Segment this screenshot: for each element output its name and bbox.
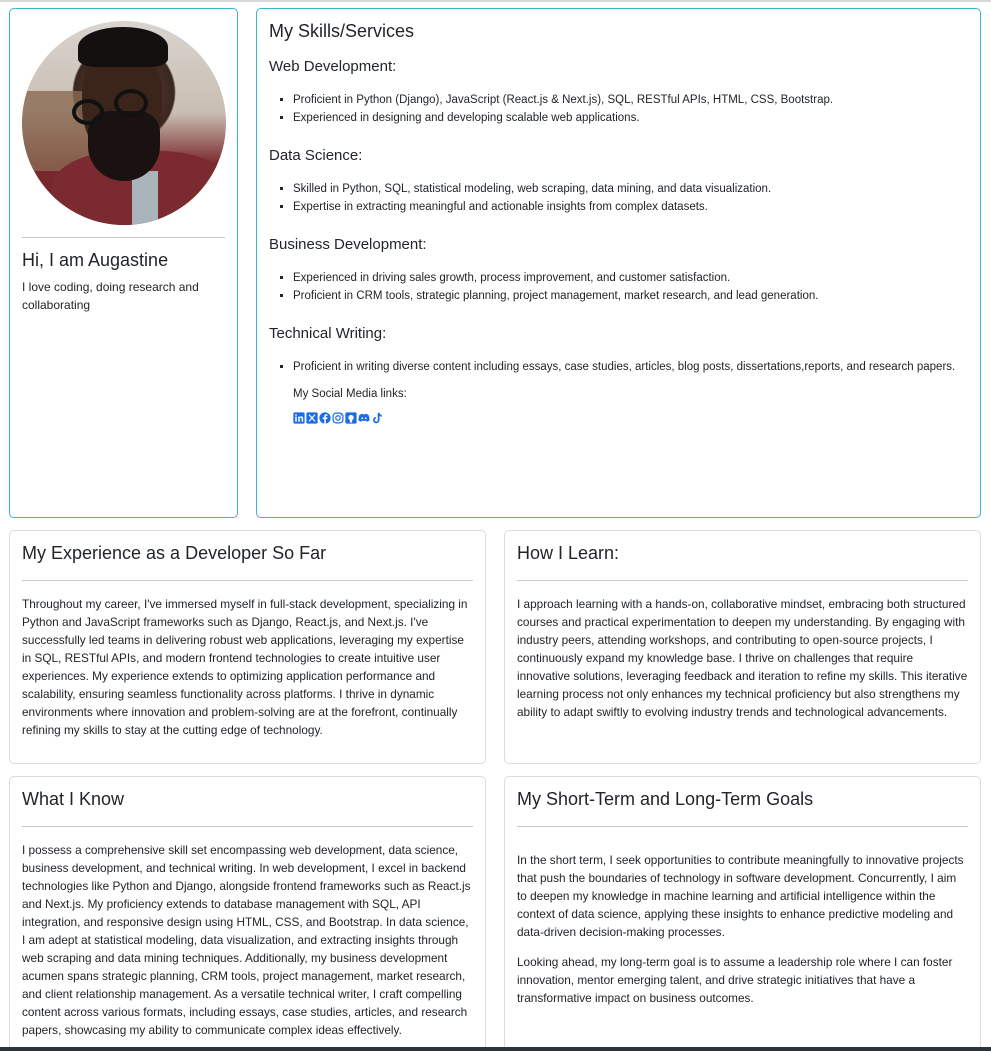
social-label: My Social Media links: [293, 388, 407, 400]
instagram-icon[interactable] [332, 412, 344, 424]
experience-body: Throughout my career, I've immersed myself in full-stack development, specializing in Python and JavaScript frameworks such as Django, React.js, and Next.js. I've successfully led teams in delivering robust web applications, leveraging my expertise in SQL, RESTful APIs, and modern frontend technologies to create intuitive user experiences. My experience extends to optimizing application performance and scalability, ensuring seamless functionality across platforms. I thrive in dynamic environments where innovation and problem-solving are at the forefront, continually refining my skills to stay at the cutting edge of technology. [22, 597, 468, 737]
list-item: ▪ Proficient in Python (Django), JavaScript (React.js & Next.js), SQL, RESTful APIs, HTML, CSS, Bootstrap. [293, 91, 968, 109]
skill-heading-data-science: Data Science: [269, 147, 363, 164]
profile-divider [22, 237, 225, 238]
skill-heading-writing: Technical Writing: [269, 325, 387, 342]
know-divider [22, 826, 473, 827]
profile-name: Hi, I am Augastine [22, 250, 169, 270]
skill-list-web [269, 91, 968, 127]
x-twitter-icon[interactable] [306, 412, 318, 424]
discord-icon[interactable] [358, 412, 370, 424]
top-divider [0, 0, 991, 2]
experience-card [9, 530, 486, 764]
profile-card [9, 8, 238, 518]
facebook-icon[interactable] [319, 412, 331, 424]
avatar [22, 21, 226, 225]
learn-body: I approach learning with a hands-on, collaborative mindset, embracing both structured courses and practical experimentation to deepen my understanding. By engaging with industry peers, attending workshops, and contributing to open-source projects, I continuously expand my knowledge base. I thrive on challenges that require innovative solutions, leveraging feedback and iteration to refine my skills. This iterative learning process not only enhances my technical proficiency but also strengthens my ability to adapt swiftly to evolving industry trends and technological advancements. [517, 597, 968, 719]
social-links [269, 388, 968, 424]
know-body: I possess a comprehensive skill set encompassing web development, data science, business development, and technical writing. In web development, I excel in backend technologies like Python and Django, alongside frontend frameworks such as React.js and Next.js. My proficiency extends to database management with SQL, API integration, and responsive design using HTML, CSS, and Bootstrap. In data science, I am adept at statistical modeling, data visualization, and extracting insights through web scraping and data mining techniques. Additionally, my business development acumen spans strategic planning, CRM tools, project management, market research, and client relationship management. As a versatile technical writer, I craft compelling content across various formats, including essays, case studies, articles, and research papers, showcasing my ability to communicate complex ideas effectively. [22, 843, 471, 1037]
know-card [9, 776, 486, 1051]
goals-title: My Short-Term and Long-Term Goals [517, 789, 814, 809]
skill-heading-business: Business Development: [269, 236, 427, 253]
learn-card [504, 530, 981, 764]
list-item: ▪ Experienced in driving sales growth, process improvement, and customer satisfaction. [293, 269, 968, 287]
goals-divider [517, 826, 968, 827]
learn-title: How I Learn: [517, 543, 620, 563]
github-icon[interactable] [345, 412, 357, 424]
goals-short-term: In the short term, I seek opportunities to contribute meaningfully to innovative projects that push the boundaries of technology in software development. Concurrently, I aim to deepen my knowledge in machine learning and artificial intelligence within the context of data science, applying these insights to enhance predictive modeling and data-driven decision-making processes. [517, 853, 964, 939]
profile-bio: I love coding, doing research and collaborating [22, 280, 199, 312]
list-item: ▪ Proficient in writing diverse content including essays, case studies, articles, blog posts, dissertations,reports, and research papers. [293, 358, 968, 376]
list-item: ▪ Experienced in designing and developing scalable web applications. [293, 109, 968, 127]
experience-title: My Experience as a Developer So Far [22, 543, 327, 563]
learn-divider [517, 580, 968, 581]
list-item: ▪ Skilled in Python, SQL, statistical modeling, web scraping, data mining, and data visualization. [293, 180, 968, 198]
tiktok-icon[interactable] [371, 412, 383, 424]
skill-heading-web: Web Development: [269, 58, 397, 75]
goals-long-term: Looking ahead, my long-term goal is to assume a leadership role where I can foster innovation, mentor emerging talent, and drive strategic initiatives that have a transformative impact on business outcomes. [517, 955, 953, 1005]
skills-card [256, 8, 981, 518]
linkedin-icon[interactable] [293, 412, 305, 424]
know-title: What I Know [22, 789, 125, 809]
skill-list-writing [269, 358, 968, 376]
experience-divider [22, 580, 473, 581]
list-item: ▪ Expertise in extracting meaningful and actionable insights from complex datasets. [293, 198, 968, 216]
bottom-bar [0, 1047, 991, 1051]
skills-title: My Skills/Services [269, 21, 415, 41]
goals-card [504, 776, 981, 1051]
skill-list-business [269, 269, 968, 305]
skill-list-data-science [269, 180, 968, 216]
list-item: ▪ Proficient in CRM tools, strategic planning, project management, market research, and lead generation. [293, 287, 968, 305]
